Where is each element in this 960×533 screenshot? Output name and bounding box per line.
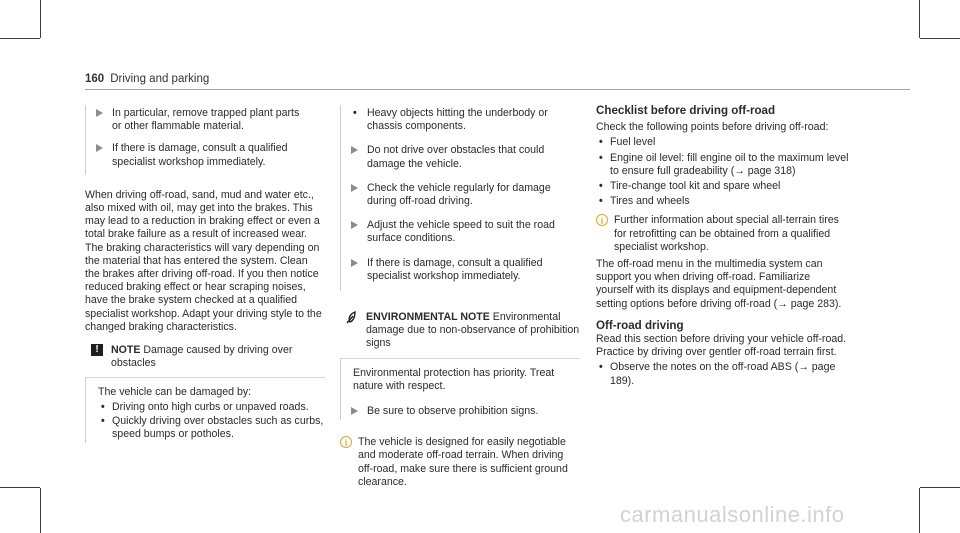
page-header <box>85 73 209 85</box>
crop-mark <box>40 0 41 38</box>
warning-icon: ! <box>91 344 103 356</box>
env-note-text: Environmental protection has priority. Treat nature with respect. <box>353 366 555 392</box>
step-block <box>85 105 325 175</box>
env-note-title: Environmental damage due to non-observance of prohibition signs <box>366 311 580 350</box>
braking-paragraph: When driving off-road, sand, mud and water etc., also mixed with oil, may get into the brakes. This may lead to a reduction in braking effect or even a total brake failure as a result of increased wear. The braking characteristics will vary depending on the material that has entered the system. Clean the brakes after driving off-road. If you then notice reduced braking effect or hear scraping noises, have the brake system checked at a qualified specialist workshop. Adapt your driving style to the changed braking characteristics. <box>85 188 322 333</box>
list-item: • Tire-change tool kit and spare wheel <box>599 180 781 193</box>
notice-body <box>85 378 325 443</box>
crop-mark <box>919 488 920 533</box>
arrow-icon <box>96 144 103 152</box>
list-item: • Fuel level <box>599 136 656 149</box>
checklist-intro: Check the following points before driving off-road: <box>596 121 829 134</box>
list-item: • Quickly driving over obstacles such as curbs, speed bumps or potholes. <box>101 414 324 441</box>
arrow-icon <box>351 259 358 267</box>
offroad-menu-paragraph: The off-road menu in the multimedia system can support you when driving off-road. Familiarize yourself with its displays and equipment-dependent setting options before driving off-road (→ page 283). <box>596 258 842 310</box>
info-note <box>340 436 580 489</box>
bullet-icon: • <box>599 180 603 193</box>
info-text: The vehicle is designed for easily negotiable and moderate off-road terrain. When driving off-road, make sure there is sufficient ground clearance. <box>358 436 568 488</box>
column-right <box>596 104 850 388</box>
arrow-icon <box>351 184 358 192</box>
list-item: • Engine oil level: fill engine oil to the maximum level to ensure full gradeability (→ page 318) <box>599 151 849 177</box>
notice-title: Damage caused by driving over obstacles <box>111 344 293 370</box>
step-item: Adjust the vehicle speed to suit the road surface conditions. <box>341 219 580 245</box>
bullet-icon: • <box>101 414 105 427</box>
info-icon: i <box>596 214 608 226</box>
env-note-header <box>340 311 580 358</box>
bullet-icon: • <box>599 151 603 164</box>
column-left <box>85 105 325 443</box>
section-title: Driving and parking <box>110 73 210 85</box>
bullet-icon: • <box>599 361 603 374</box>
notice-box <box>85 344 325 443</box>
environmental-note <box>340 311 580 420</box>
crop-mark <box>920 38 960 39</box>
step-item: Be sure to observe prohibition signs. <box>341 405 580 418</box>
step-item: Check the vehicle regularly for damage during off-road driving. <box>341 182 580 208</box>
list-item: • Observe the notes on the off-road ABS (→ page 189). <box>599 361 836 387</box>
notice-label: NOTE <box>111 344 141 357</box>
list-item: • Tires and wheels <box>599 195 690 208</box>
crop-mark <box>920 487 960 488</box>
env-note-body <box>340 359 580 421</box>
header-rule <box>85 89 910 90</box>
crop-mark <box>40 488 41 533</box>
page-number: 160 <box>85 73 105 85</box>
watermark: carmanualsonline.info <box>620 502 845 527</box>
column-middle <box>340 105 580 489</box>
arrow-icon <box>351 221 358 229</box>
step-item: In particular, remove trapped plant parts or other flammable material. <box>86 107 325 133</box>
info-note <box>596 214 850 254</box>
notice-intro: The vehicle can be damaged by: <box>98 386 252 399</box>
crop-mark <box>919 0 920 38</box>
step-item: If there is damage, consult a qualified specialist workshop immediately. <box>86 142 325 168</box>
bullet-icon: • <box>353 107 357 119</box>
step-item: If there is damage, consult a qualified specialist workshop immediately. <box>341 257 580 283</box>
offroad-driving-paragraph: Read this section before driving your vehicle off-road. Practice by driving over gentler off-road terrain first. <box>596 333 847 359</box>
list-item: • Driving onto high curbs or unpaved roads. <box>101 400 309 413</box>
arrow-icon <box>351 407 358 415</box>
arrow-icon <box>351 146 358 154</box>
step-item: Do not drive over obstacles that could damage the vehicle. <box>341 144 580 170</box>
notice-header <box>85 344 325 377</box>
info-text: Further information about special all-terrain tires for retrofitting can be obtained from a qualified specialist workshop. <box>614 214 839 253</box>
step-block <box>340 105 580 291</box>
list-item: • Heavy objects hitting the underbody or chassis components. <box>353 107 548 133</box>
env-note-label: ENVIRONMENTAL NOTE <box>366 311 490 324</box>
bullet-icon: • <box>599 136 603 149</box>
crop-mark <box>0 38 40 39</box>
bullet-icon: • <box>101 400 105 413</box>
info-icon: i <box>340 436 352 448</box>
environment-icon <box>346 311 358 324</box>
bullet-icon: • <box>599 195 603 208</box>
crop-mark <box>0 487 40 488</box>
arrow-icon <box>96 109 103 117</box>
section-heading: Checklist before driving off-road <box>596 104 776 117</box>
section-heading: Off-road driving <box>596 318 684 332</box>
